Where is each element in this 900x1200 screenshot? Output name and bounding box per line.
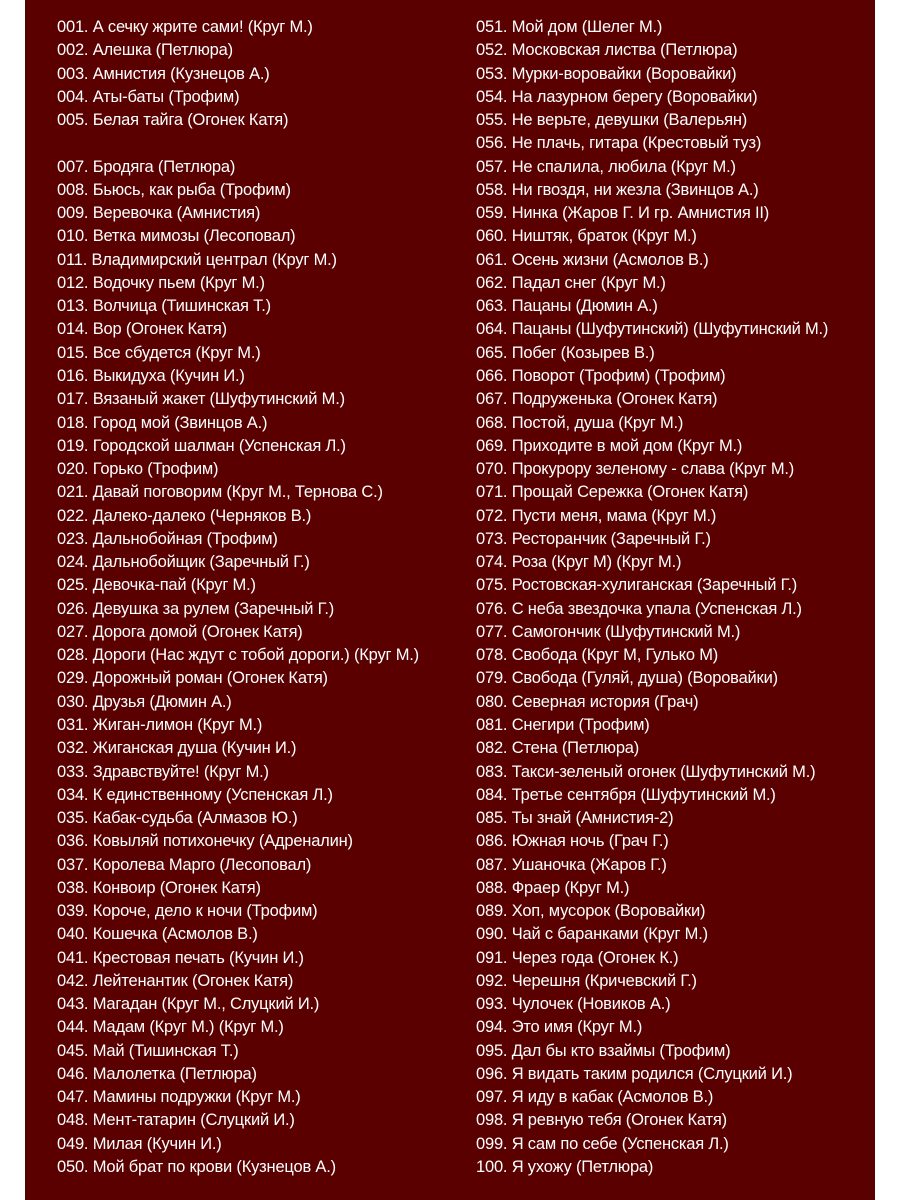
song-list-item: 069. Приходите в мой дом (Круг М.) [476, 436, 743, 455]
song-list-item: 070. Прокурору зеленому - слава (Круг М.) [476, 460, 795, 479]
song-list-item: 092. Черешня (Кричевский Г.) [476, 971, 697, 990]
song-list-item: 080. Северная история (Грач) [476, 692, 699, 711]
song-list-item: 029. Дорожный роман (Огонек Катя) [57, 669, 328, 688]
song-list-item: 009. Веревочка (Амнистия) [57, 204, 261, 223]
song-list-item: 066. Поворот (Трофим) (Трофим) [476, 366, 726, 385]
song-list-item: 023. Дальнобойная (Трофим) [57, 529, 278, 548]
song-list-item: 034. К единственному (Успенская Л.) [57, 785, 333, 804]
song-list-item: 022. Далеко-далеко (Черняков В.) [57, 506, 312, 525]
song-list-left-column [57, 16, 467, 1179]
song-list-right-column [476, 16, 871, 1179]
song-list-item: 051. Мой дом (Шелег М.) [476, 18, 663, 36]
song-list-item: 059. Нинка (Жаров Г. И гр. Амнистия II) [476, 204, 770, 223]
song-list-item: 063. Пацаны (Дюмин А.) [476, 297, 658, 316]
song-list-item: 039. Короче, дело к ночи (Трофим) [57, 902, 318, 921]
song-list-item: 021. Давай поговорим (Круг М., Тернова С.) [57, 483, 383, 502]
song-list-page [25, 0, 875, 1200]
song-list-item: 040. Кошечка (Асмолов В.) [57, 925, 258, 944]
song-list-item: 010. Ветка мимозы (Лесоповал) [57, 227, 296, 246]
song-list-item: 041. Крестовая печать (Кучин И.) [57, 948, 304, 967]
song-list-item: 005. Белая тайга (Огонек Катя) [57, 111, 289, 130]
song-list-item: 061. Осень жизни (Асмолов В.) [476, 250, 709, 269]
song-list-item: 076. С неба звездочка упала (Успенская Л.) [476, 599, 802, 618]
song-list-item: 087. Ушаночка (Жаров Г.) [476, 855, 667, 874]
song-list-item: 058. Ни гвоздя, ни жезла (Звинцов А.) [476, 180, 759, 199]
song-list-item: 088. Фраер (Круг М.) [476, 878, 630, 897]
song-list-item: 078. Свобода (Круг М, Гулько М) [476, 646, 719, 665]
song-list-item: 090. Чай с баранками (Круг М.) [476, 925, 708, 944]
song-list-item: 085. Ты знай (Амнистия-2) [476, 809, 674, 828]
song-list-item: 044. Мадам (Круг М.) (Круг М.) [57, 1018, 284, 1037]
song-list-item: 035. Кабак-судьба (Алмазов Ю.) [57, 809, 298, 828]
song-list-item: 003. Амнистия (Кузнецов А.) [57, 64, 270, 83]
song-list-item: 072. Пусти меня, мама (Круг М.) [476, 506, 717, 525]
song-list-item: 011. Владимирский централ (Круг М.) [57, 250, 337, 269]
song-list-item: 001. А сечку жрите сами! (Круг М.) [57, 18, 313, 36]
song-list-item: 004. Аты-баты (Трофим) [57, 87, 240, 106]
song-list-item: 095. Дал бы кто взаймы (Трофим) [476, 1041, 731, 1060]
song-list-item: 047. Мамины подружки (Круг М.) [57, 1088, 301, 1107]
song-list-item: 033. Здравствуйте! (Круг М.) [57, 762, 269, 781]
song-list-item: 057. Не спалила, любила (Круг М.) [476, 157, 736, 176]
song-list-item: 082. Стена (Петлюра) [476, 739, 640, 758]
song-list-item: 008. Бьюсь, как рыба (Трофим) [57, 180, 291, 199]
song-list-item: 097. Я иду в кабак (Асмолов В.) [476, 1088, 714, 1107]
song-list-item: 007. Бродяга (Петлюра) [57, 157, 236, 176]
song-list-item: 017. Вязаный жакет (Шуфутинский М.) [57, 390, 345, 409]
song-list-item: 049. Милая (Кучин И.) [57, 1134, 222, 1153]
song-list-item: 013. Волчица (Тишинская Т.) [57, 297, 271, 316]
song-list-item: 030. Друзья (Дюмин А.) [57, 692, 232, 711]
song-list-item: 091. Через года (Огонек К.) [476, 948, 679, 967]
song-list-item: 024. Дальнобойщик (Заречный Г.) [57, 553, 310, 572]
song-list-item: 025. Девочка-пай (Круг М.) [57, 576, 256, 595]
song-list-item: 054. На лазурном берегу (Воровайки) [476, 87, 758, 106]
song-list-item: 046. Малолетка (Петлюра) [57, 1064, 257, 1083]
song-list-item: 100. Я ухожу (Петлюра) [476, 1158, 654, 1177]
song-list-item: 089. Хоп, мусорок (Воровайки) [476, 902, 706, 921]
song-list-item: 016. Выкидуха (Кучин И.) [57, 366, 245, 385]
song-list-item: 071. Прощай Сережка (Огонек Катя) [476, 483, 749, 502]
list-spacer [57, 132, 467, 155]
song-list-item: 020. Горько (Трофим) [57, 460, 219, 479]
song-list-item: 079. Свобода (Гуляй, душа) (Воровайки) [476, 669, 778, 688]
song-list-item: 050. Мой брат по крови (Кузнецов А.) [57, 1158, 336, 1177]
song-list-item: 028. Дороги (Нас ждут с тобой дороги.) (Круг М.) [57, 646, 419, 665]
song-list-item: 065. Побег (Козырев В.) [476, 343, 655, 362]
song-list-item: 060. Ништяк, браток (Круг М.) [476, 227, 697, 246]
song-list-item: 062. Падал снег (Круг М.) [476, 273, 666, 292]
song-list-item: 056. Не плачь, гитара (Крестовый туз) [476, 134, 762, 153]
song-list-item: 045. Май (Тишинская Т.) [57, 1041, 239, 1060]
song-list-item: 064. Пацаны (Шуфутинский) (Шуфутинский М.) [476, 320, 829, 339]
song-list-item: 019. Городской шалман (Успенская Л.) [57, 436, 346, 455]
song-list-item: 073. Ресторанчик (Заречный Г.) [476, 529, 711, 548]
song-list-item: 093. Чулочек (Новиков А.) [476, 995, 671, 1014]
song-list-item: 096. Я видать таким родился (Слуцкий И.) [476, 1064, 793, 1083]
song-list-item: 086. Южная ночь (Грач Г.) [476, 832, 669, 851]
song-list-item: 053. Мурки-воровайки (Воровайки) [476, 64, 737, 83]
song-list-item: 015. Все сбудется (Круг М.) [57, 343, 261, 362]
song-list-item: 036. Ковыляй потихонечку (Адреналин) [57, 832, 353, 851]
song-list-item: 043. Магадан (Круг М., Слуцкий И.) [57, 995, 320, 1014]
song-list-item: 081. Снегири (Трофим) [476, 715, 650, 734]
song-list-item: 032. Жиганская душа (Кучин И.) [57, 739, 297, 758]
song-list-item: 002. Алешка (Петлюра) [57, 41, 233, 60]
song-list-item: 075. Ростовская-хулиганская (Заречный Г.) [476, 576, 798, 595]
song-list-item: 094. Это имя (Круг М.) [476, 1018, 643, 1037]
song-list-item: 052. Московская листва (Петлюра) [476, 41, 738, 60]
song-list-item: 037. Королева Марго (Лесоповал) [57, 855, 312, 874]
song-list-item: 014. Вор (Огонек Катя) [57, 320, 227, 339]
song-list-item: 099. Я сам по себе (Успенская Л.) [476, 1134, 729, 1153]
song-list-item: 042. Лейтенантик (Огонек Катя) [57, 971, 294, 990]
song-list-item: 018. Город мой (Звинцов А.) [57, 413, 268, 432]
song-list-item: 012. Водочку пьем (Круг М.) [57, 273, 265, 292]
song-list-item: 055. Не верьте, девушки (Валерьян) [476, 111, 748, 130]
song-list-item: 083. Такси-зеленый огонек (Шуфутинский М.) [476, 762, 816, 781]
song-list-item: 068. Постой, душа (Круг М.) [476, 413, 684, 432]
song-list-item: 038. Конвоир (Огонек Катя) [57, 878, 261, 897]
song-list-item: 074. Роза (Круг М) (Круг М.) [476, 553, 682, 572]
song-list-item: 098. Я ревную тебя (Огонек Катя) [476, 1111, 727, 1130]
song-list-item: 067. Подруженька (Огонек Катя) [476, 390, 718, 409]
song-list-item: 031. Жиган-лимон (Круг М.) [57, 715, 263, 734]
song-list-item: 026. Девушка за рулем (Заречный Г.) [57, 599, 335, 618]
song-list-item: 027. Дорога домой (Огонек Катя) [57, 622, 303, 641]
song-list-item: 048. Мент-татарин (Слуцкий И.) [57, 1111, 295, 1130]
song-list-item: 084. Третье сентября (Шуфутинский М.) [476, 785, 776, 804]
song-list-item: 077. Самогончик (Шуфутинский М.) [476, 622, 741, 641]
